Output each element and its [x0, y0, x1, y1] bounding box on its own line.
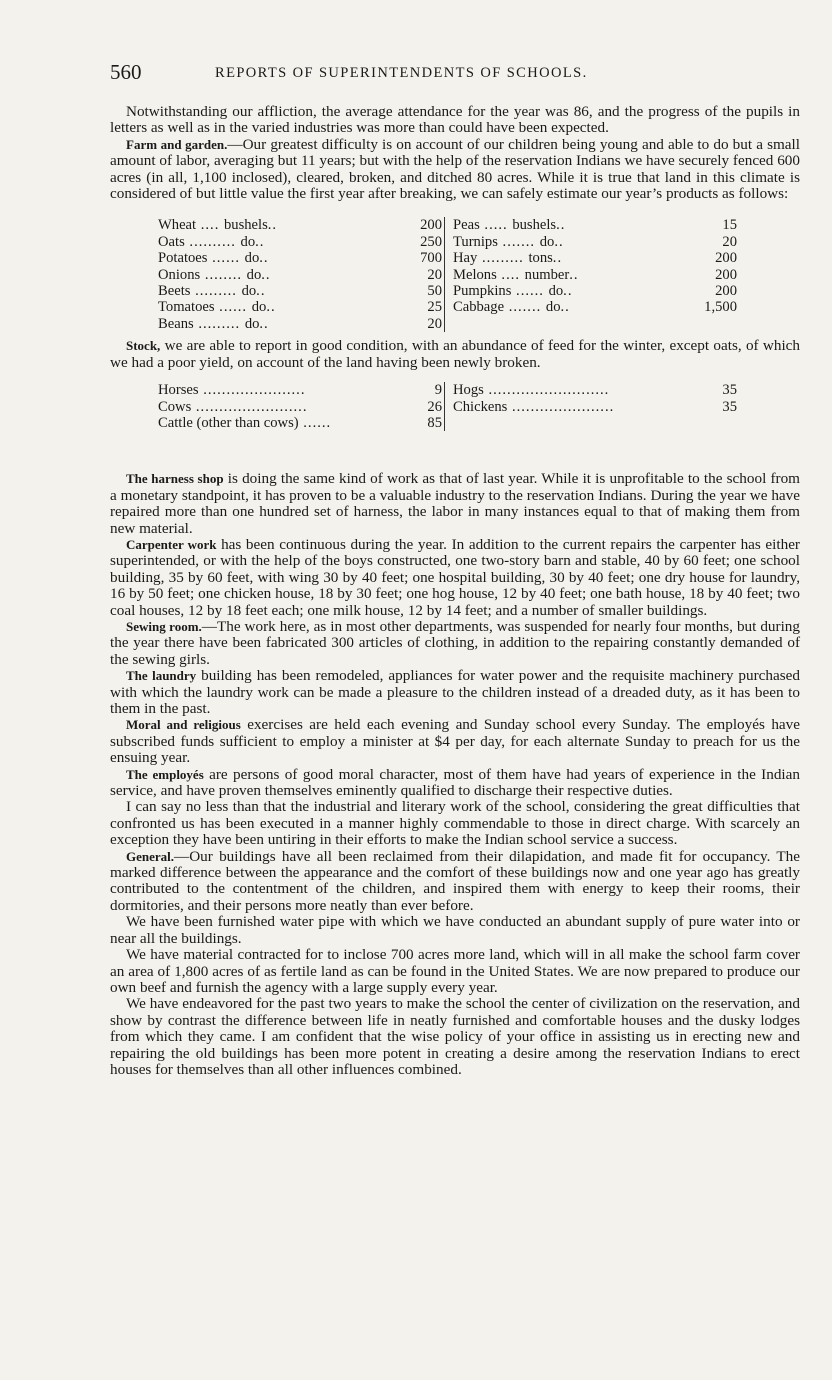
- table-cell-quantity: [689, 283, 739, 299]
- paragraph-lead: The employés: [126, 766, 204, 782]
- paragraph-text: has been continuous during the year. In addition to the current repairs the carpenter has either superintended, or with the help of the boys constructed, one two-story barn and stable, 40 by 60 feet; one school building, 35 by 60 feet, with wing 30 by 40 feet; one hospital building, 30 by 40 feet; one dry house for laundry, 16 by 50 feet; one chicken house, 18 by 30 feet; one hog house, 12 by 40 feet; one bath house, 18 by 40 feet; two coal houses, 12 by 18 feet each; one milk house, 12 by 14 feet; and a number of smaller buildings.: [110, 535, 800, 619]
- leader-dots: ......................: [198, 382, 306, 399]
- paragraph-lead: General.: [126, 848, 175, 864]
- paragraph-carpenter-work: [110, 537, 800, 619]
- item-unit: tons: [528, 250, 553, 267]
- table-row: [158, 234, 739, 250]
- table-cell-item: [158, 382, 414, 398]
- item-name: Horses: [158, 382, 199, 399]
- item-name: Hogs: [453, 382, 484, 399]
- paragraph-material: We have material contracted for to inclose 700 acres more land, which will in all make the school farm cover an area of 1,800 acres of as fertile land as can be found in the United States. We are now prepared to produce our own beef and furnish the agency with a large supply every year.: [110, 946, 800, 996]
- item-name: Wheat: [158, 217, 197, 234]
- table-row: [158, 250, 739, 266]
- table-cell-item: [453, 217, 689, 233]
- leader-dots: .......: [497, 233, 540, 250]
- table-cell-quantity: [414, 382, 445, 398]
- item-unit: do: [545, 299, 561, 316]
- body-text: [110, 104, 800, 1078]
- table-cell-quantity: [406, 217, 445, 233]
- leader-dots: ..........................: [483, 382, 610, 399]
- paragraph-stock: [110, 338, 800, 371]
- table-cell-item: [158, 316, 406, 332]
- column-divider: [445, 316, 454, 332]
- table-cell-empty: [689, 316, 739, 332]
- leader-dots: ......: [298, 414, 332, 431]
- table-cell-quantity: [689, 250, 739, 266]
- item-unit: do: [240, 233, 256, 250]
- item-unit: number: [524, 266, 570, 283]
- table-cell-item: [453, 234, 689, 250]
- table-cell-item: [453, 250, 689, 266]
- leader-dots: ......: [511, 283, 549, 300]
- table-cell-quantity: [406, 299, 445, 315]
- paragraph-harness-shop: [110, 471, 800, 537]
- leader-dots: ..: [261, 266, 271, 283]
- item-unit: bushels: [512, 217, 557, 234]
- quantity-value: 15: [722, 217, 737, 234]
- table-cell-quantity: [406, 234, 445, 250]
- item-name: Beets: [158, 283, 191, 300]
- paragraph-text: building has been remodeled, appliances for water power and the requisite machinery purchased with which the laundry work can be made a pleasure to the children instead of a dreaded duty, as it has been to them in the past.: [110, 667, 800, 717]
- leader-dots: ......: [214, 299, 252, 316]
- item-name: Peas: [453, 217, 480, 234]
- paragraph-industrial-work: I can say no less than that the industrial and literary work of the school, considering the great difficulties that confronted us has been executed in a manner highly commendable to those in direct charge. With scarcely an exception they have been untiring in their efforts to make the Indian school service a success.: [110, 798, 800, 849]
- column-divider: [445, 399, 454, 415]
- paragraph-text: are persons of good moral character, most of them have had years of experience in the Indian service, and have proven themselves eminently qualified to discharge their respective duties.: [110, 765, 800, 800]
- table-cell-item: [158, 250, 406, 266]
- item-name: Onions: [158, 266, 201, 283]
- item-name: Tomatoes: [158, 299, 215, 316]
- paragraph-lead: Stock,: [126, 338, 161, 354]
- column-divider: [445, 217, 454, 233]
- table-cell-quantity: [406, 283, 445, 299]
- leader-dots: ..........: [184, 233, 241, 250]
- stock-table: [158, 382, 739, 431]
- leader-dots: ..: [552, 250, 563, 267]
- table-cell-quantity: [414, 399, 445, 415]
- column-divider: [445, 283, 454, 299]
- item-unit: do: [246, 266, 262, 283]
- table-cell-item: [453, 283, 689, 299]
- table-cell-quantity: [689, 217, 739, 233]
- table-cell-item: [453, 399, 709, 415]
- paragraph-sewing-room: [110, 619, 800, 668]
- item-name: Oats: [158, 233, 185, 250]
- column-divider: [445, 415, 454, 431]
- quantity-value: 200: [715, 283, 737, 300]
- item-name: Pumpkins: [453, 283, 512, 300]
- paragraph-lead: The harness shop: [126, 471, 224, 487]
- paragraph-text: —Our buildings have all been reclaimed from their dilapidation, and made fit for occupancy. The marked difference between the appearance and the comfort of these buildings now and one year ago has greatly contributed to the contentment of the children, and inspired them with energy to keep their rooms, their dormitories, and their persons more neatly than ever before.: [110, 847, 800, 914]
- table-cell-item: [158, 234, 406, 250]
- quantity-value: 20: [722, 233, 737, 250]
- table-cell-quantity: [406, 316, 445, 332]
- paragraph-text: we are able to report in good condition, with an abundance of feed for the winter, except oats, of which we had a poor yield, on account of the land having been newly broken.: [110, 337, 800, 371]
- table-cell-item: [158, 283, 406, 299]
- quantity-value: 200: [715, 250, 737, 267]
- table-cell-empty: [453, 415, 709, 431]
- leader-dots: ........: [200, 266, 247, 283]
- column-divider: [445, 250, 454, 266]
- item-unit: do: [251, 299, 267, 316]
- leader-dots: ..: [256, 283, 266, 300]
- table-cell-quantity: [689, 267, 739, 283]
- paragraph-laundry: [110, 668, 800, 717]
- item-unit: bushels: [223, 217, 268, 234]
- leader-dots: ..: [259, 250, 269, 267]
- quantity-value: 9: [434, 382, 442, 399]
- products-table: [158, 217, 739, 332]
- table-cell-quantity: [709, 382, 739, 398]
- table-cell-item: [158, 217, 406, 233]
- paragraph-text: is doing the same kind of work as that of last year. While it is unprofitable to the school from a monetary standpoint, it has proven to be a valuable industry to the reservation Indians. During the year we have repaired more than one hundred set of harness, the labor in many instances equal to that of making them from new material.: [110, 470, 800, 537]
- column-divider: [445, 234, 454, 250]
- quantity-value: 200: [420, 217, 442, 234]
- leader-dots: .........: [477, 250, 529, 267]
- table-row: [158, 382, 739, 398]
- item-name: Cows: [158, 398, 192, 415]
- paragraph-lead: Sewing room.: [126, 618, 202, 634]
- table-cell-item: [158, 399, 414, 415]
- item-name: Hay: [453, 250, 478, 267]
- paragraph-lead: Farm and garden.: [126, 136, 228, 152]
- table-cell-quantity: [689, 299, 739, 315]
- table-cell-empty: [453, 316, 689, 332]
- paragraph-water-pipe: We have been furnished water pipe with which we have conducted an abundant supply of pure water into or near all the buildings.: [110, 913, 800, 947]
- leader-dots: ..: [267, 217, 278, 234]
- table-row: [158, 283, 739, 299]
- paragraph-text: exercises are held each evening and Sunday school every Sunday. The employés have subscribed funds sufficient to employ a minister at $4 per day, for each alternate Sunday to preach for us the ensuing year.: [110, 716, 800, 767]
- item-name: Cabbage: [453, 299, 505, 316]
- paragraph-employes: [110, 767, 800, 800]
- item-name: Beans: [158, 315, 194, 332]
- paragraph-attendance: Notwithstanding our affliction, the average attendance for the year was 86, and the progress of the pupils in letters as well as in the varied industries was more than could have been expected.: [110, 103, 800, 137]
- leader-dots: ..: [556, 217, 566, 234]
- leader-dots: ..: [569, 266, 579, 283]
- table-row: [158, 415, 739, 431]
- table-row: [158, 267, 739, 283]
- running-head: REPORTS OF SUPERINTENDENTS OF SCHOOLS.: [215, 65, 588, 81]
- quantity-value: 35: [722, 398, 737, 415]
- item-name: Potatoes: [158, 250, 208, 267]
- table-cell-item: [158, 299, 406, 315]
- quantity-value: 26: [427, 398, 442, 415]
- leader-dots: .........: [193, 315, 245, 332]
- leader-dots: .......: [504, 299, 546, 316]
- table-cell-quantity: [406, 250, 445, 266]
- item-name: Cattle (other than cows): [158, 414, 299, 431]
- table-row: [158, 299, 739, 315]
- column-divider: [445, 382, 454, 398]
- quantity-value: 20: [427, 266, 442, 283]
- paragraph-farm-and-garden: [110, 137, 800, 203]
- quantity-value: 1,500: [704, 299, 737, 316]
- table-cell-empty: [709, 415, 739, 431]
- leader-dots: ..: [255, 233, 265, 250]
- table-cell-quantity: [414, 415, 445, 431]
- leader-dots: ......................: [507, 398, 615, 415]
- item-unit: do: [244, 250, 260, 267]
- table-cell-item: [158, 415, 414, 431]
- paragraph-lead: The laundry: [126, 668, 197, 684]
- table-cell-quantity: [689, 234, 739, 250]
- paragraph-lead: Moral and religious: [126, 717, 241, 733]
- quantity-value: 200: [715, 266, 737, 283]
- table-row: [158, 399, 739, 415]
- table-cell-item: [453, 299, 689, 315]
- paragraph-civilization: We have endeavored for the past two years to make the school the center of civilization on the reservation, and show by contrast the difference between life in neatly furnished and comfortable houses and the dusky lodges from which they came. I am confident that the wise policy of your office in assisting us in erecting new and repairing the old buildings has been more potent in creating a desire among the reservation Indians to erect houses for themselves than all other influences combined.: [110, 995, 800, 1078]
- page-header: [110, 60, 800, 86]
- item-name: Turnips: [453, 233, 498, 250]
- table-cell-item: [158, 267, 406, 283]
- leader-dots: ..: [563, 283, 573, 300]
- item-name: Melons: [453, 266, 497, 283]
- table-row: [158, 316, 739, 332]
- item-unit: do: [244, 315, 260, 332]
- paragraph-lead: Carpenter work: [126, 536, 217, 552]
- paragraph-moral-religious: [110, 717, 800, 766]
- paragraph-general: [110, 849, 800, 915]
- leader-dots: ..: [266, 299, 276, 316]
- quantity-value: 20: [427, 315, 442, 332]
- quantity-value: 50: [427, 283, 442, 300]
- column-divider: [445, 267, 454, 283]
- paragraph-text: —Our greatest difficulty is on account of our children being young and able to do but a small amount of labor, averaging but 11 years; but with the help of the reservation Indians we have securely fenced 600 acres (in all, 1,100 inclosed), cleared, broken, and ditched 80 acres. While it is true that land in this climate is considered of but little value the first year after breaking, we can safely estimate our year’s products as follows:: [110, 135, 800, 203]
- quantity-value: 250: [420, 233, 442, 250]
- table-cell-quantity: [406, 267, 445, 283]
- table-cell-item: [453, 382, 709, 398]
- leader-dots: ..: [259, 315, 269, 332]
- table-cell-item: [453, 267, 689, 283]
- quantity-value: 35: [722, 382, 737, 399]
- leader-dots: .....: [479, 217, 513, 234]
- table-row: [158, 217, 739, 233]
- page-number: 560: [110, 60, 142, 84]
- paragraph-text: —The work here, as in most other departments, was suspended for nearly four months, but during the year there have been fabricated 300 articles of clothing, in addition to the repairing constantly demanded of the sewing girls.: [110, 617, 800, 668]
- quantity-value: 700: [420, 250, 442, 267]
- column-divider: [445, 299, 454, 315]
- leader-dots: ..: [554, 233, 564, 250]
- leader-dots: ........................: [191, 398, 308, 415]
- leader-dots: ..: [560, 299, 570, 316]
- leader-dots: .........: [190, 283, 242, 300]
- item-unit: do: [539, 233, 555, 250]
- leader-dots: ....: [196, 217, 224, 234]
- table-cell-quantity: [709, 399, 739, 415]
- item-name: Chickens: [453, 398, 508, 415]
- quantity-value: 25: [427, 299, 442, 316]
- leader-dots: ....: [496, 266, 525, 283]
- item-unit: do: [241, 283, 257, 300]
- leader-dots: ......: [207, 250, 245, 267]
- item-unit: do: [548, 283, 564, 300]
- quantity-value: 85: [427, 414, 442, 431]
